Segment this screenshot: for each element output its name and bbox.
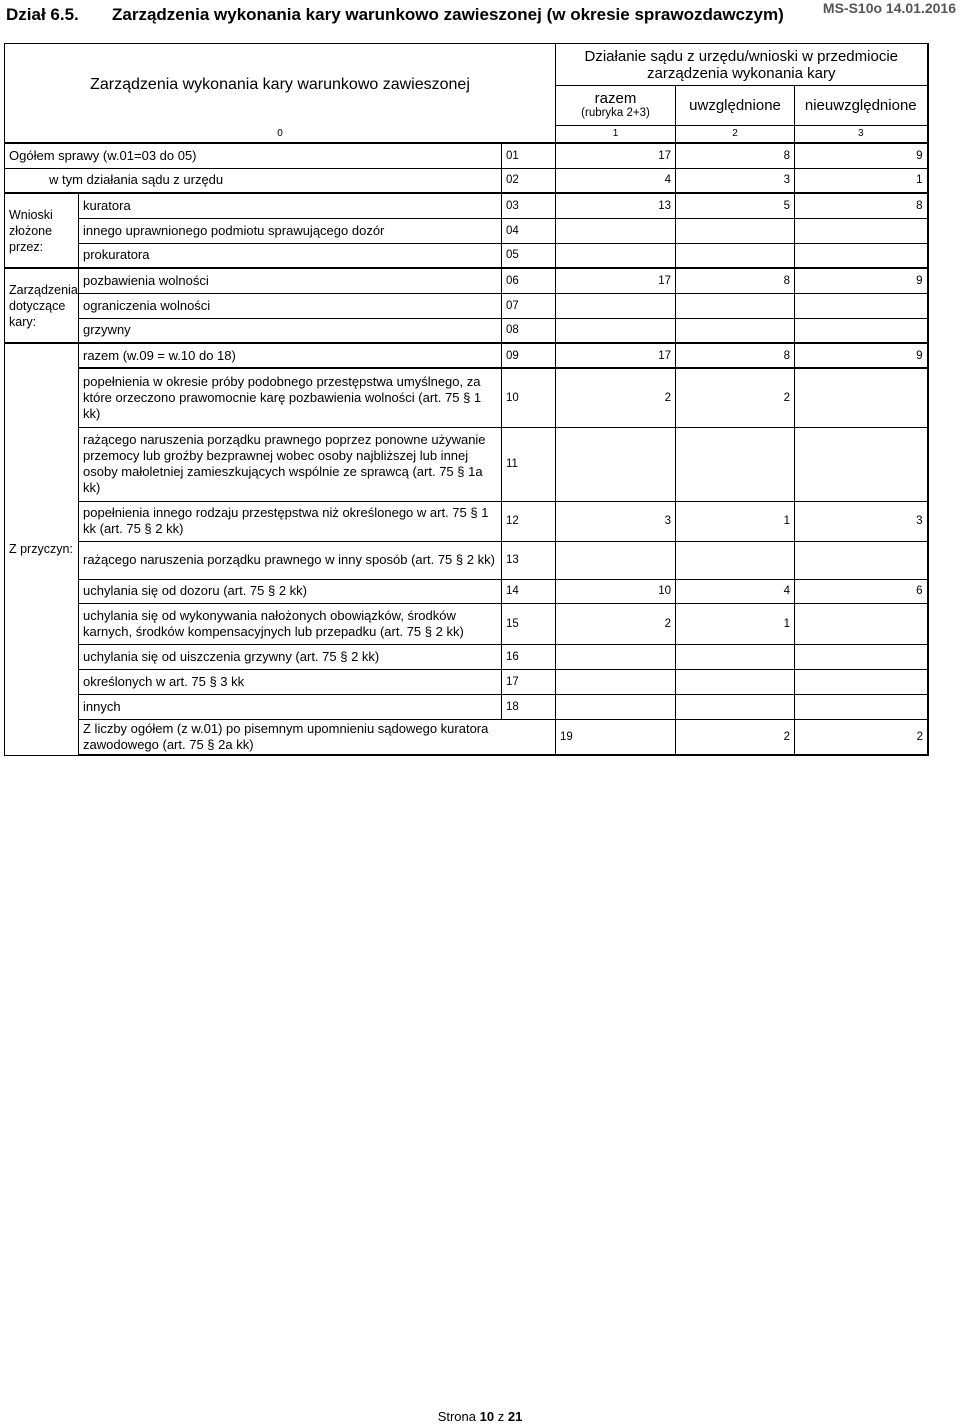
cell-rejected: 6 xyxy=(795,579,928,603)
row-code: 11 xyxy=(502,427,556,501)
row-label: innego uprawnionego podmiotu sprawującego dozór xyxy=(79,218,502,243)
cell-rejected xyxy=(795,427,928,501)
table-row xyxy=(5,694,928,719)
cell-rejected: 9 xyxy=(795,343,928,368)
row-code: 08 xyxy=(502,318,556,343)
cell-rejected: 3 xyxy=(795,501,928,541)
row-label: uchylania się od dozoru (art. 75 § 2 kk) xyxy=(79,579,502,603)
cell-total: 13 xyxy=(556,193,676,218)
row-label-header: Zarządzenia wykonania kary warunkowo zawieszonej xyxy=(5,44,556,126)
cell-total xyxy=(556,318,676,343)
row-code: 14 xyxy=(502,579,556,603)
group-label-przyczyn: Z przyczyn: xyxy=(5,343,79,755)
table-row xyxy=(5,318,928,343)
table-row xyxy=(5,501,928,541)
row-code: 10 xyxy=(502,368,556,427)
cell-accepted xyxy=(676,218,795,243)
table-row xyxy=(5,143,928,168)
row-label: Ogółem sprawy (w.01=03 do 05) xyxy=(5,143,502,168)
footer-page-number: 10 xyxy=(479,1409,495,1424)
row-label: ograniczenia wolności xyxy=(79,293,502,318)
row-code: 07 xyxy=(502,293,556,318)
cell-total xyxy=(556,427,676,501)
col-total-note: (rubryka 2+3) xyxy=(581,106,650,119)
row-code: 16 xyxy=(502,644,556,669)
cell-accepted: 8 xyxy=(676,343,795,368)
cell-rejected xyxy=(795,603,928,644)
col-index-0: 0 xyxy=(5,126,556,144)
cell-accepted: 1 xyxy=(676,603,795,644)
table-row xyxy=(5,243,928,268)
cell-accepted xyxy=(676,669,795,694)
cell-total: 17 xyxy=(556,143,676,168)
table-row xyxy=(5,368,928,427)
cell-total xyxy=(556,293,676,318)
row-code: 12 xyxy=(502,501,556,541)
row-label: uchylania się od wykonywania nałożonych obowiązków, środków karnych, środków kompensacyjnych lub przepadku (art. 75 § 2 kk) xyxy=(79,603,502,644)
cell-total xyxy=(556,541,676,579)
col-index-3: 3 xyxy=(795,126,928,144)
table-row xyxy=(5,579,928,603)
row-code: 18 xyxy=(502,694,556,719)
footer-prefix: Strona xyxy=(437,1409,476,1424)
section-number: Dział 6.5. xyxy=(6,5,79,24)
footer-page-total: 21 xyxy=(507,1409,523,1424)
row-label: grzywny xyxy=(79,318,502,343)
row-code: 02 xyxy=(502,168,556,193)
column-index-row xyxy=(5,126,928,144)
cell-accepted: 2 xyxy=(795,719,928,755)
cell-total: 2 xyxy=(676,719,795,755)
cell-total: 17 xyxy=(556,343,676,368)
table-row xyxy=(5,193,928,218)
row-code: 15 xyxy=(502,603,556,644)
row-code: 04 xyxy=(502,218,556,243)
row-code: 06 xyxy=(502,268,556,293)
col-index-1: 1 xyxy=(556,126,676,144)
table-row xyxy=(5,268,928,293)
col-rejected-header: nieuwzględnione xyxy=(795,86,928,126)
cell-rejected: 9 xyxy=(795,143,928,168)
cell-accepted: 2 xyxy=(676,368,795,427)
col-index-2: 2 xyxy=(676,126,795,144)
row-label: popełnienia innego rodzaju przestępstwa niż określonego w art. 75 § 1 kk (art. 75 § 2 kk) xyxy=(79,501,502,541)
row-label: prokuratora xyxy=(79,243,502,268)
table-row xyxy=(5,293,928,318)
cell-rejected xyxy=(795,368,928,427)
cell-accepted: 4 xyxy=(676,579,795,603)
row-code: 09 xyxy=(502,343,556,368)
row-code: 19 xyxy=(556,719,676,755)
table-header-row xyxy=(5,44,928,86)
cell-total: 10 xyxy=(556,579,676,603)
col-total-header xyxy=(556,86,676,126)
group-label-zarzadzenia: Zarządzenia dotyczące kary: xyxy=(5,268,79,343)
cell-rejected xyxy=(795,541,928,579)
row-label: w tym działania sądu z urzędu xyxy=(5,168,502,193)
table-row xyxy=(5,427,928,501)
cell-accepted xyxy=(676,644,795,669)
cell-accepted: 8 xyxy=(676,268,795,293)
cell-total: 3 xyxy=(556,501,676,541)
row-label: Z liczby ogółem (z w.01) po pisemnym upomnieniu sądowego kuratora zawodowego (art. 75 § 2a kk) xyxy=(79,719,556,755)
cell-rejected: 8 xyxy=(795,193,928,218)
row-label: uchylania się od uiszczenia grzywny (art. 75 § 2 kk) xyxy=(79,644,502,669)
cell-accepted: 3 xyxy=(676,168,795,193)
row-label: określonych w art. 75 § 3 kk xyxy=(79,669,502,694)
row-label: rażącego naruszenia porządku prawnego w inny sposób (art. 75 § 2 kk) xyxy=(79,541,502,579)
cell-rejected xyxy=(795,669,928,694)
row-label: popełnienia w okresie próby podobnego przestępstwa umyślnego, za które orzeczono prawomocnie karę pozbawienia wolności (art. 75 § 1 kk) xyxy=(79,368,502,427)
page-footer xyxy=(0,1409,960,1424)
cell-rejected: 9 xyxy=(795,268,928,293)
cell-total xyxy=(556,218,676,243)
row-label: pozbawienia wolności xyxy=(79,268,502,293)
table-row xyxy=(5,541,928,579)
table-row xyxy=(5,343,928,368)
cell-accepted: 1 xyxy=(676,501,795,541)
row-label: innych xyxy=(79,694,502,719)
cell-accepted xyxy=(676,318,795,343)
cell-total: 2 xyxy=(556,603,676,644)
row-code: 05 xyxy=(502,243,556,268)
cell-rejected: 1 xyxy=(795,168,928,193)
group-header: Działanie sądu z urzędu/wnioski w przedmiocie zarządzenia wykonania kary xyxy=(556,44,928,86)
cell-accepted xyxy=(676,293,795,318)
cell-accepted: 5 xyxy=(676,193,795,218)
row-label: razem (w.09 = w.10 do 18) xyxy=(79,343,502,368)
row-code: 03 xyxy=(502,193,556,218)
row-label: kuratora xyxy=(79,193,502,218)
report-table xyxy=(4,43,929,756)
cell-rejected xyxy=(795,293,928,318)
cell-rejected xyxy=(795,218,928,243)
table-row xyxy=(5,644,928,669)
cell-rejected xyxy=(795,318,928,343)
table-row xyxy=(5,669,928,694)
section-title: Zarządzenia wykonania kary warunkowo zawieszonej (w okresie sprawozdawczym) xyxy=(112,5,784,24)
row-label: rażącego naruszenia porządku prawnego poprzez ponowne używanie przemocy lub groźby bezprawnej wobec osoby najbliższej lub innej osoby małoletniej zamieszkujących wspólnie ze sprawcą (art. 75 § 1a kk) xyxy=(79,427,502,501)
cell-total: 17 xyxy=(556,268,676,293)
cell-accepted xyxy=(676,243,795,268)
col-total-label: razem xyxy=(594,89,637,107)
group-label-wnioski: Wnioski złożone przez: xyxy=(5,193,79,268)
table-row xyxy=(5,218,928,243)
cell-rejected xyxy=(795,644,928,669)
col-accepted-header: uwzględnione xyxy=(676,86,795,126)
cell-accepted: 8 xyxy=(676,143,795,168)
cell-total: 2 xyxy=(556,368,676,427)
row-code: 01 xyxy=(502,143,556,168)
row-code: 17 xyxy=(502,669,556,694)
cell-accepted xyxy=(676,427,795,501)
table-row xyxy=(5,719,928,755)
cell-total xyxy=(556,694,676,719)
form-code: MS-S10o 14.01.2016 xyxy=(822,0,956,16)
row-code: 13 xyxy=(502,541,556,579)
cell-total xyxy=(556,644,676,669)
cell-total: 4 xyxy=(556,168,676,193)
cell-total xyxy=(556,669,676,694)
footer-separator: z xyxy=(497,1409,505,1424)
cell-rejected xyxy=(795,694,928,719)
cell-accepted xyxy=(676,541,795,579)
cell-rejected xyxy=(795,243,928,268)
cell-total xyxy=(556,243,676,268)
table-row xyxy=(5,168,928,193)
cell-accepted xyxy=(676,694,795,719)
table-row xyxy=(5,603,928,644)
